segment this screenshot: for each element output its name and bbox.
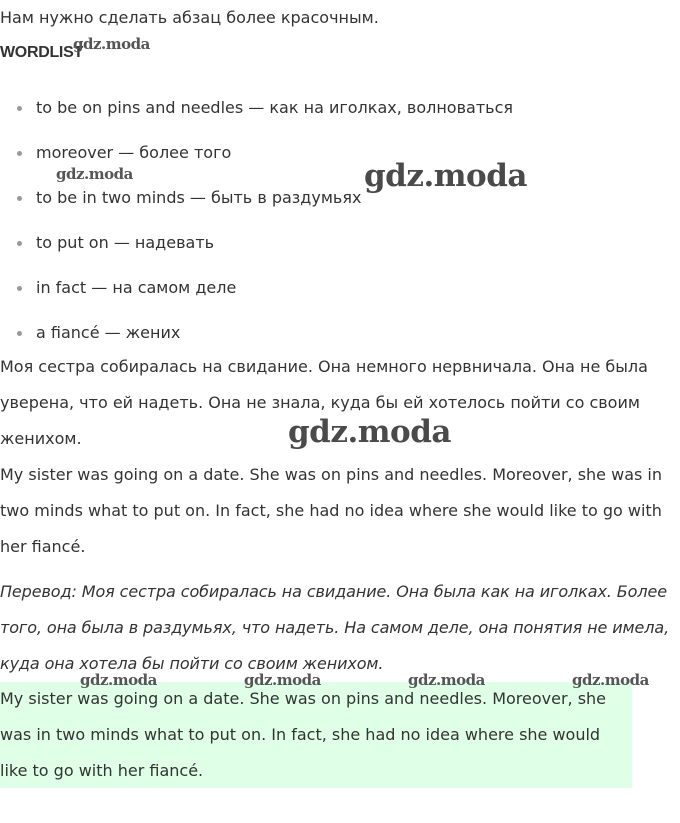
watermark: gdz.moda [408, 671, 485, 689]
wordlist-item: in fact — на самом деле [0, 276, 513, 321]
wordlist-item: to put on — надевать [0, 231, 513, 276]
watermark: gdz.moda [56, 165, 133, 183]
wordlist-item: to be on pins and needles — как на иголках, волноваться [0, 96, 513, 141]
watermark: gdz.moda [73, 35, 150, 53]
wordlist-item: a fiancé — жених [0, 321, 513, 366]
watermark: gdz.moda [364, 158, 527, 194]
intro-text: Нам нужно сделать абзац более красочным. [0, 8, 379, 27]
watermark: gdz.moda [80, 671, 157, 689]
watermark: gdz.moda [572, 671, 649, 689]
paragraph-russian: Моя сестра собиралась на свидание. Она немного нервничала. Она не была уверена, что ей надеть. Она не знала, куда бы ей хотелось пойти со своим женихом. [0, 357, 648, 448]
wordlist-item: moreover — более того [0, 141, 513, 186]
wordlist [0, 96, 513, 366]
watermark: gdz.moda [288, 414, 451, 450]
translation-paragraph: Перевод: Моя сестра собиралась на свидание. Она была как на иголках. Более того, она была в раздумьях, что надеть. На самом деле, она понятия не имела, куда она хотела бы пойти со своим женихом. [0, 582, 670, 673]
paragraph-english: My sister was going on a date. She was on pins and needles. Moreover, she was in two minds what to put on. In fact, she had no idea where she would like to go with her fiancé. [0, 465, 663, 556]
wordlist-item: to be in two minds — быть в раздумьях [0, 186, 513, 231]
watermark: gdz.moda [244, 671, 321, 689]
wordlist-heading: WORDLIST [0, 44, 83, 61]
answer-paragraph: My sister was going on a date. She was on pins and needles. Moreover, she was in two minds what to put on. In fact, she had no idea where she would like to go with her fiancé. [0, 689, 607, 780]
